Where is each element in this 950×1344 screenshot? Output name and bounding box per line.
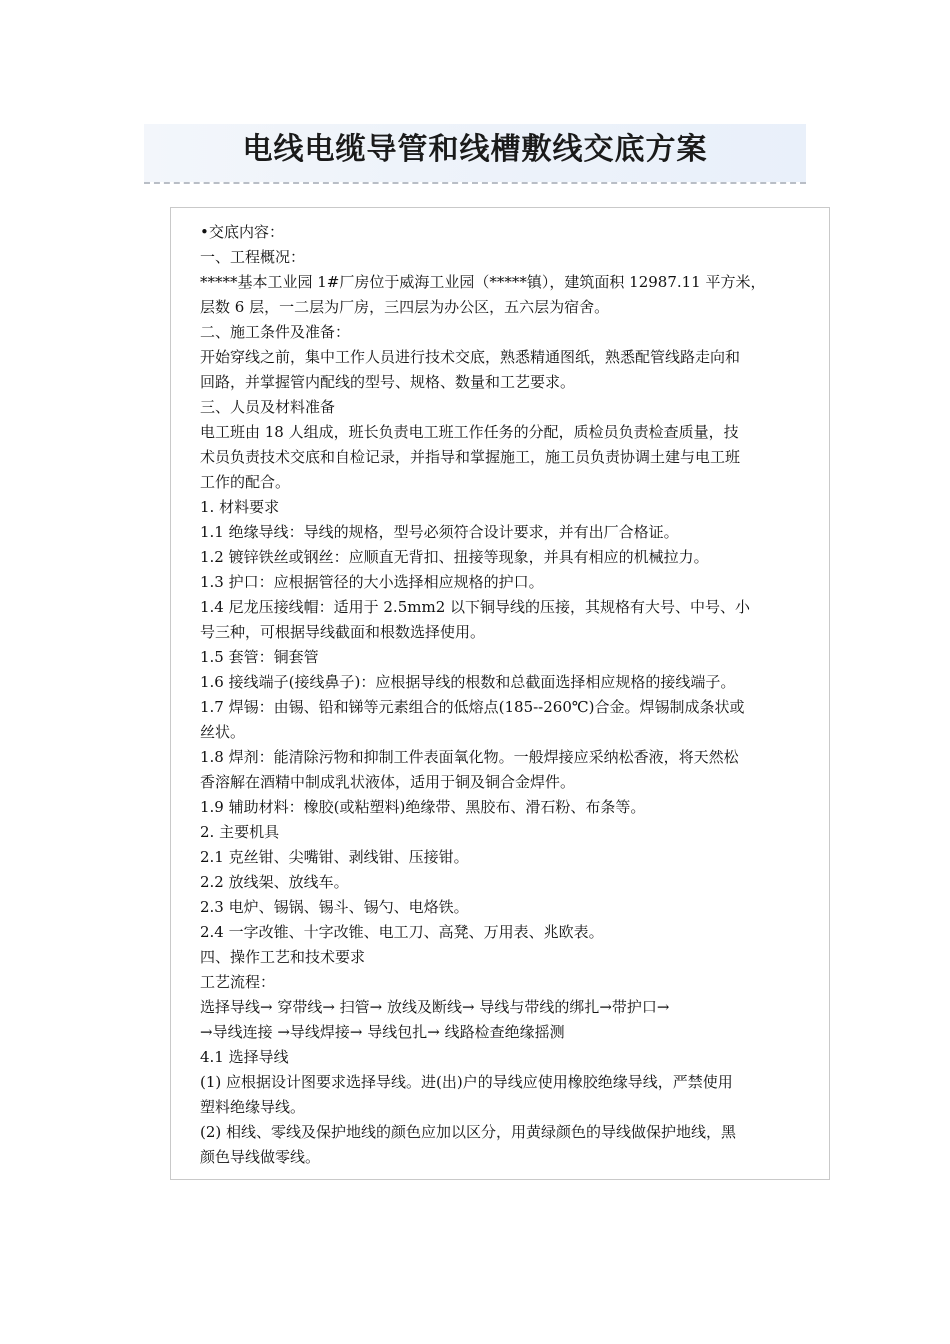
body-line: 2. 主要机具 (200, 823, 280, 841)
body-line: →导线连接 →导线焊接→ 导线包扎→ 线路检查绝缘摇测 (200, 1023, 565, 1041)
body-line: 二、施工条件及准备： (200, 323, 351, 341)
body-line: 塑料绝缘导线。 (200, 1098, 306, 1116)
page-title: 电线电缆导管和线槽敷线交底方案 (242, 132, 708, 167)
body-line: 工艺流程： (200, 973, 276, 991)
body-line: 1.3 护口：应根据管径的大小选择相应规格的护口。 (200, 573, 544, 591)
body-line: •交底内容： (200, 220, 810, 245)
body-line: 开始穿线之前，集中工作人员进行技术交底，熟悉精通图纸，熟悉配管线路走向和 (200, 348, 741, 366)
body-line: *****基本工业园 1#厂房位于威海工业园（*****镇），建筑面积 12987.11 平方米， (200, 273, 766, 291)
body-line: 四、操作工艺和技术要求 (200, 948, 366, 966)
body-line: 电工班由 18 人组成，班长负责电工班工作任务的分配，质检员负责检查质量，技 (200, 423, 739, 441)
body-line: 1.5 套管：铜套管 (200, 648, 319, 666)
body-line: 回路，并掌握管内配线的型号、规格、数量和工艺要求。 (200, 373, 576, 391)
body-line: 层数 6 层，一二层为厂房，三四层为办公区，五六层为宿舍。 (200, 298, 610, 316)
body-line: 1.9 辅助材料：橡胶(或粘塑料)绝缘带、黑胶布、滑石粉、布条等。 (200, 798, 646, 816)
body-line: 一、工程概况： (200, 248, 306, 266)
body-line: 三、人员及材料准备 (200, 398, 336, 416)
body-line: (1) 应根据设计图要求选择导线。进(出)户的导线应使用橡胶绝缘导线，严禁使用 (200, 1073, 733, 1091)
body-line: 工作的配合。 (200, 473, 291, 491)
body-line: 1.2 镀锌铁丝或钢丝：应顺直无背扣、扭接等现象，并具有相应的机械拉力。 (200, 548, 709, 566)
body-line: 1.6 接线端子(接线鼻子)：应根据导线的根数和总截面选择相应规格的接线端子。 (200, 673, 736, 691)
body-line: 1.8 焊剂：能清除污物和抑制工件表面氧化物。一般焊接应采纳松香液，将天然松 (200, 748, 739, 766)
body-line: 颜色导线做零线。 (200, 1148, 321, 1166)
bullet-icon: • (200, 223, 209, 241)
body-line: 2.3 电炉、锡锅、锡斗、锡勺、电烙铁。 (200, 898, 469, 916)
body-line: (2) 相线、零线及保护地线的颜色应加以区分，用黄绿颜色的导线做保护地线，黑 (200, 1123, 737, 1141)
body-line: 1.1 绝缘导线：导线的规格，型号必须符合设计要求，并有出厂合格证。 (200, 523, 679, 541)
body-line: 1.7 焊锡：由锡、铅和锑等元素组合的低熔点(185--260℃)合金。焊锡制成条状或 (200, 698, 745, 716)
body-line: 2.1 克丝钳、尖嘴钳、剥线钳、压接钳。 (200, 848, 469, 866)
body-line: 香溶解在酒精中制成乳状液体，适用于铜及铜合金焊件。 (200, 773, 576, 791)
body-line: 丝状。 (200, 723, 246, 741)
title-band (144, 124, 806, 182)
body-line: 术员负责技术交底和自检记录，并指导和掌握施工，施工员负责协调土建与电工班 (200, 448, 741, 466)
body-line: 2.2 放线架、放线车。 (200, 873, 349, 891)
body-line: 2.4 一字改锥、十字改锥、电工刀、高凳、万用表、兆欧表。 (200, 923, 604, 941)
body-line: 号三种，可根据导线截面和根数选择使用。 (200, 623, 486, 641)
body-line: 1.4 尼龙压接线帽：适用于 2.5mm2 以下铜导线的压接，其规格有大号、中号、小 (200, 598, 751, 616)
title-divider (144, 182, 806, 184)
body-line: 4.1 选择导线 (200, 1048, 289, 1066)
body-line: 选择导线→ 穿带线→ 扫管→ 放线及断线→ 导线与带线的绑扎→带护口→ (200, 998, 670, 1016)
document-body (200, 220, 810, 1170)
body-line: 1. 材料要求 (200, 498, 280, 516)
